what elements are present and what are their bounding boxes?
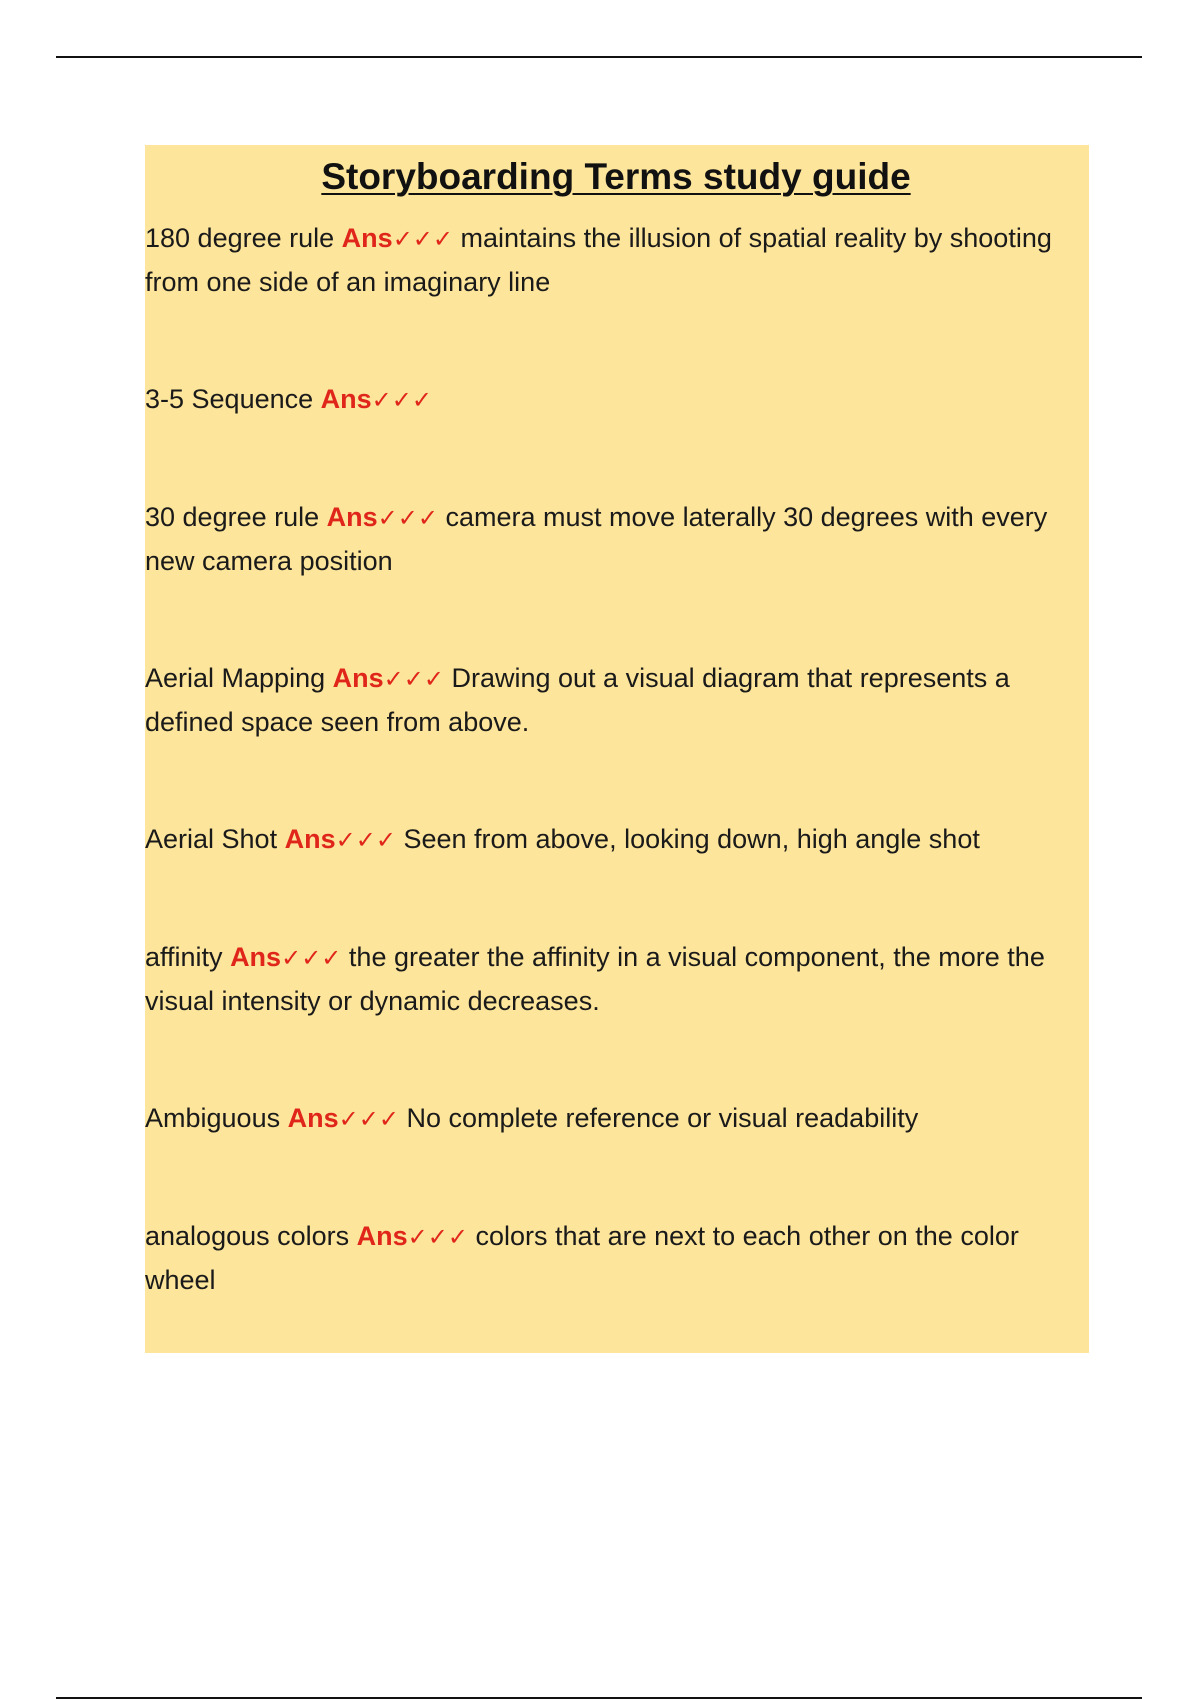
term-definition: maintains the illusion of spatial reality by shooting from one side of an imaginary line <box>145 223 1052 297</box>
study-guide-sheet <box>145 145 1089 1353</box>
term-name: 30 degree rule <box>145 502 320 532</box>
check-marks-icon: ✓✓✓ <box>371 386 432 414</box>
term-name: Aerial Mapping <box>145 663 326 693</box>
term-name: 3-5 Sequence <box>145 384 314 414</box>
answer-label: Ans <box>230 942 282 972</box>
bottom-divider <box>56 1697 1142 1699</box>
term-name: Ambiguous <box>145 1103 281 1133</box>
answer-label: Ans <box>332 663 384 693</box>
term-definition: colors that are next to each other on the color wheel <box>145 1221 1019 1295</box>
answer-label: Ans <box>326 502 378 532</box>
term-list <box>145 217 1087 1302</box>
check-marks-icon: ✓✓✓ <box>281 944 342 972</box>
answer-label: Ans <box>341 223 393 253</box>
term-name: affinity <box>145 942 223 972</box>
check-marks-icon: ✓✓✓ <box>377 504 438 532</box>
term-entry <box>145 378 1087 422</box>
term-name: 180 degree rule <box>145 223 335 253</box>
term-entry <box>145 217 1087 304</box>
page-title: Storyboarding Terms study guide <box>321 156 911 197</box>
term-entry <box>145 1097 1087 1141</box>
check-marks-icon: ✓✓✓ <box>407 1223 468 1251</box>
term-definition: camera must move laterally 30 degrees with every new camera position <box>145 502 1048 576</box>
term-definition: the greater the affinity in a visual component, the more the visual intensity or dynamic decreases. <box>145 942 1045 1016</box>
check-marks-icon: ✓✓✓ <box>383 665 444 693</box>
top-divider <box>56 56 1142 58</box>
answer-label: Ans <box>287 1103 339 1133</box>
check-marks-icon: ✓✓✓ <box>335 826 396 854</box>
term-name: analogous colors <box>145 1221 350 1251</box>
term-definition: Seen from above, looking down, high angle shot <box>403 824 980 854</box>
term-definition: Drawing out a visual diagram that represents a defined space seen from above. <box>145 663 1010 737</box>
term-entry <box>145 818 1087 862</box>
answer-label: Ans <box>320 384 372 414</box>
answer-label: Ans <box>284 824 336 854</box>
answer-label: Ans <box>356 1221 408 1251</box>
term-entry <box>145 496 1087 583</box>
term-name: Aerial Shot <box>145 824 278 854</box>
check-marks-icon: ✓✓✓ <box>338 1105 399 1133</box>
check-marks-icon: ✓✓✓ <box>392 225 454 253</box>
term-entry <box>145 936 1087 1023</box>
term-entry <box>145 1215 1087 1302</box>
term-definition: No complete reference or visual readability <box>406 1103 919 1133</box>
term-entry <box>145 657 1087 744</box>
